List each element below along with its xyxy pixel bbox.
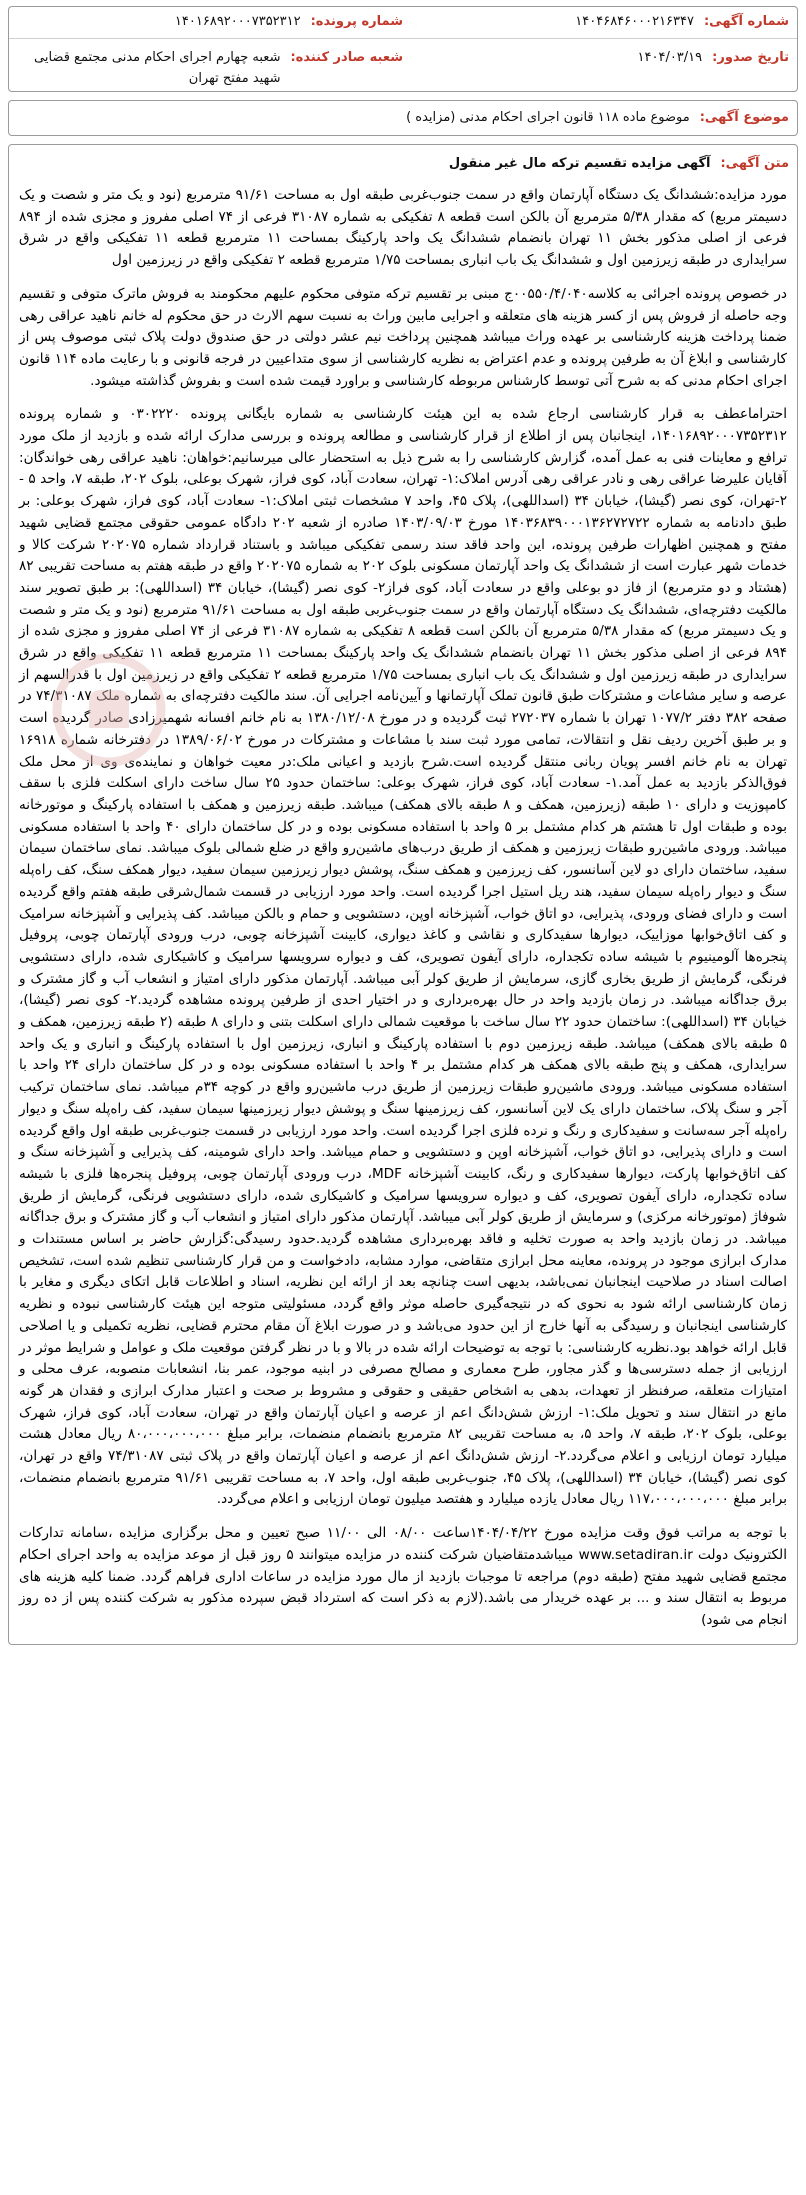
case-number-label: شماره پرونده:: [310, 14, 403, 29]
ad-number-value: ۱۴۰۴۶۸۴۶۰۰۰۲۱۶۳۴۷: [575, 14, 694, 29]
paragraph-auction-time: با توجه به مراتب فوق وقت مزایده مورخ ۱۴۰۴/۰۴/۲۲ساعت ۰۸/۰۰ الی ۱۱/۰۰ صبح تعیین و محل برگزاری مزایده ،سامانه تدارکات الکترونیک دولت www.setadiran.ir میباشدمتقاضیان شرکت کننده در مزایده میتوانند ۵ روز قبل از موعد مزایده به واحد اجرای احکام مجتمع قضایی شهید مفتح (طبقه دوم) مراجعه تا موجبات بازدید از مال مورد مزایده در ساعات اداری فراهم گردد. ضمنا کلیه هزینه های مربوط به انتقال سند و ... بر عهده خریدار می باشد.(لازم به ذکر است که استرداد قبض سپرده مذکور به شرکت کننده پس از ده روز انجام می شود): [19, 1525, 787, 1628]
issuer-branch-value: شعبه چهارم اجرای احکام مدنی مجتمع قضایی شهید مفتح تهران: [34, 50, 281, 86]
case-number-field: [17, 11, 403, 32]
header-row-2: [9, 43, 797, 91]
subject-value: موضوع ماده ۱۱۸ قانون اجرای احکام مدنی (مزایده ): [406, 110, 690, 125]
subject-panel: [8, 100, 798, 136]
header-row-1: [9, 7, 797, 34]
ad-header-panel: [8, 6, 798, 92]
body-title-row: [9, 145, 797, 179]
watermark-logo-icon: [49, 650, 169, 770]
paragraph-item-description: مورد مزایده:ششدانگ یک دستگاه آپارتمان واقع در سمت جنوب‌غربی طبقه اول به مساحت ۹۱/۶۱ مترمربع (نود و یک متر و شصت و یک دسیمتر مربع) که مقدار ۵/۳۸ مترمربع آن بالکن است قطعه ۸ تفکیکی به شماره ۳۱۰۸۷ فرعی از ۷۴ اصلی مفروز و مجزی شده از ۸۹۴ فرعی از اصلی مذکور بخش ۱۱ تهران بانضمام ششدانگ یک واحد پارکینگ بمساحت ۱۱ مترمربع قطعه ۱۱ تفکیکی واقع در شرق سرایداری در طبقه زیرزمین اول و ششدانگ یک باب انباری بمساحت ۱/۷۵ مترمربع قطعه ۲ تفکیکی واقع در زیرزمین اول: [19, 187, 788, 269]
issue-date-label: تاریخ صدور:: [712, 50, 789, 65]
issue-date-value: ۱۴۰۴/۰۳/۱۹: [637, 50, 703, 65]
case-number-value: ۱۴۰۱۶۸۹۲۰۰۰۷۳۵۲۳۱۲: [174, 14, 301, 29]
body-title: آگهی مزایده تقسیم ترکه مال غیر منقول: [448, 156, 711, 171]
header-divider: [9, 38, 797, 39]
body-label: متن آگهی:: [720, 156, 789, 171]
issue-date-field: [403, 47, 789, 89]
ad-number-label: شماره آگهی:: [703, 14, 789, 29]
issuer-branch-field: [17, 47, 403, 89]
ad-number-field: [403, 11, 789, 32]
paragraph-case-details: در خصوص پرونده اجرائی به کلاسه۰۰۵۵۰/۴/۰۴۰ج مبنی بر تقسیم ترکه متوفی محکوم علیهم محکومند به فروش ماترک متوفی و تقسیم وجه حاصله از فروش پس از کسر هزینه های متعلقه و اجرایی مابین وراث به نسبت سهم الارث در حق محکوم له خانم ناهید عراقی رهی ضمنا پرداخت هزینه کارشناسی بر عهده وراث میباشد همچنین پرداخت نیم عشر دولتی در حق صندوق دولت پلاک ثبتی موصوف پس از کارشناسی و ابلاغ آن به طرفین پرونده و عدم اعتراض به نظریه کارشناسی از سوی متداعیین در فرجه قانونی و با رعایت ماده ۱۱۴ قانون اجرای احکام مدنی که به شرح آتی توسط کارشناس مربوطه کارشناسی و براورد قیمت شده است و بفروش گذاشته میشود.: [19, 285, 788, 389]
issuer-branch-label: شعبه صادر کننده:: [290, 50, 403, 65]
paragraph-expert-report: احتراما‌عطف به قرار کارشناسی ارجاع شده به این هیئت کارشناسی به شماره بایگانی پرونده ۰۳۰۲۲۲۰ و شماره پرونده ۱۴۰۱۶۸۹۲۰۰۰۷۳۵۲۳۱۲، اینجانبان پس از اطلاع از قرار کارشناسی و مطالعه پرونده و بررسی مدارک ارائه شده و بازدید از ملک مورد ترافع و معاینات فنی به عمل آمده، گزارش کارشناسی را به شرح ذیل به استحضار عالی میرسانیم:خواهان: ناهید عراقی رهی خواندگان: آقایان علیرضا عراقی رهی و نادر عراقی رهی آدرس املاک:۱- تهران، سعادت آباد، کوی فراز، شهرک بوعلی، بلوک ۲۰۲، طبقه ۷، واحد ۵ - ۲-تهران، کوی نصر (گیشا)، خیابان ۳۴ (اسداللهی)، پلاک ۴۵، واحد ۷ مشخصات ثبتی املاک:۱- سعادت آباد، کوی فراز، شهرک بوعلی: بر طبق دادنامه به شماره ۱۴۰۳۶۸۳۹۰۰۰۱۳۶۲۷۲۷۲۲ مورخ ۱۴۰۳/۰۹/۰۳ صادره از شعبه ۲۰۲ دادگاه عمومی حقوقی مجتمع قضایی شهید مفتح و همچنین اظهارات طرفین پرونده، این واحد فاقد سند رسمی تفکیکی میباشد و باستناد قرارداد شماره ۲۰۲۰۷۵ شرکت کالا و خدمات شهر عبارت است از ششدانگ یک واحد آپارتمان مسکونی بلوک ۲۰۲ به شماره ۲۰۲۰۷۵ واقع در طبقه هفتم به مساحت تقریبی ۸۲ (هشتاد و دو مترمربع) از فاز دو بوعلی واقع در سعادت آباد، کوی فراز۲- کوی نصر (گیشا)، خیابان ۳۴ (اسداللهی): بر طبق تصویر سند مالکیت دفترچه‌ای، ششدانگ یک دستگاه آپارتمان واقع در سمت جنوب‌غربی طبقه اول به مساحت ۹۱/۶۱ مترمربع (نود و یک متر و شصت و یک دسیمتر مربع) که مقدار ۵/۳۸ مترمربع آن بالکن است قطعه ۸ تفکیکی به شماره ۳۱۰۸۷ فرعی از ۷۴ اصلی مفروز و مجزی شده از ۸۹۴ فرعی از اصلی مذکور بخش ۱۱ تهران بانضمام ششدانگ یک واحد پارکینگ بمساحت ۱۱ مترمربع قطعه ۱۱ تفکیکی واقع در شرق سرایداری در طبقه زیرزمین اول و ششدانگ یک باب انباری بمساحت ۱/۷۵ مترمربع قطعه ۲ تفکیکی واقع در زیرزمین اول با قدرالسهم از عرصه و سایر مشاعات و مشترکات طبق قانون تملک آپارتمانها و آیین‌نامه اجرایی آن. سند مالکیت دفترچه‌ای به شماره ملک ۷۴/۳۱۰۸۷ در صفحه ۳۸۲ دفتر ۱۰۷۷/۲ تهران با شماره ۲۷۲۰۳۷ ثبت گردیده و در مورخ ۱۳۸۰/۱۲/۰۸ به نام خانم افسانه شهمیرزادی صادر گردیده است و بر طبق آخرین ردیف نقل و انتقالات، تمامی مورد ثبت سند با مشاعات و مشترکات در مورخ ۱۳۸۹/۰۶/۰۲ در دفترخانه شماره ۱۶۹۱۸ تهران به نام خانم افسر پویان ربانی منتقل گردیده است.شرح بازدید و اعیانی ملک:در معیت خواهان و نماینده‌ی وی از محل ملک فوق‌الذکر بازدید به عمل آمد.۱- سعادت آباد، کوی فراز، شهرک بوعلی: ساختمان حدود ۲۵ سال ساخت دارای اسکلت فلزی با سقف کامپوزیت و دارای ۱۰ طبقه (زیرزمین، همکف و ۸ طبقه بالای همکف) میباشد. طبقه زیرزمین و همکف با استفاده پارکینگ و موتورخانه بوده و طبقات اول تا هشتم هر کدام مشتمل بر ۵ واحد با استفاده مسکونی بوده و در کل ساختمان دارای ۴۰ واحد با استفاده مسکونی میباشد. ورودی ماشین‌رو طبقات زیرزمین و همکف از طریق درب‌های ماشین‌رو واقع در ضلع شمالی بلوک میباشد. نمای ساختمان سیمان سفید، ساختمان دارای دو لاین آسانسور، کف زیرزمین و همکف سنگ، پوشش دیوار زیرزمین سیمان سفید، دیوار همکف سنگ، کف راه‌پله سنگ و دیوار راه‌پله سیمان سفید، هند ریل استیل اجرا گردیده است. واحد مورد ارزیابی در قسمت شمال‌شرقی طبقه هفتم واقع گردیده است و دارای فضای ورودی، پذیرایی، دو اتاق خواب، آشپزخانه اوپن، دستشویی و حمام و بالکن میباشد. کف پذیرایی و آشپزخانه سرامیک و کف اتاق‌خوابها موزاییک، دیوارها سفیدکاری و نقاشی و کاغذ دیواری، کابینت آشپزخانه چوبی، درب ورودی آپارتمان چوبی، پروفیل پنجره‌ها آلومینیوم با شیشه ساده تکجداره، دارای آیفون تصویری، کف و دیواره سرویسها سرامیک و کاشیکاری شده، دارای دستشویی فرنگی، گرمایش از طریق بخاری گازی، سرمایش از طریق کولر آبی میباشد. آپارتمان مذکور دارای امتیاز و انشعاب آب و گاز مشترک و برق جداگانه میباشد. در زمان بازدید واحد در حال بهره‌برداری و در اختیار احدی از طرفین پرونده مشاهده گردید.۲- کوی نصر (گیشا)، خیابان ۳۴ (اسداللهی): ساختمان حدود ۲۲ سال ساخت با موقعیت شمالی دارای اسکلت بتنی و دارای ۸ طبقه (۲ طبقه زیرزمین، همکف و ۵ طبقه بالای همکف) میباشد. طبقه زیرزمین دوم با استفاده پارکینگ و انباری، زیرزمین اول با استفاده پارکینگ و انباری و یک واحد سرایداری، همکف و پنج طبقه بالای همکف هر کدام مشتمل بر ۴ واحد با استفاده مسکونی بوده و در کل ساختمان دارای ۲۴ واحد با استفاده مسکونی میباشد. ورودی ماشین‌رو طبقات زیرزمین از طریق درب ماشین‌رو واقع در کوچه ۳۴م میباشد. نمای ساختمان ترکیب آجر و سنگ پلاک، ساختمان دارای یک لاین آسانسور، کف زیرزمینها سنگ و پوشش دیوار زیرزمینها سیمان سفید، کف راه‌پله سنگ و دیوار راه‌پله آجر سه‌سانت و سفیدکاری و رنگ و نرده فلزی اجرا گردیده است. واحد مورد ارزیابی در قسمت جنوب‌غربی طبقه اول واقع گردیده است و دارای پذیرایی، دو اتاق خواب، آشپزخانه اوپن و دستشویی و حمام میباشد. واحد دارای شومینه، کف پذیرایی و آشپزخانه سنگ و کف اتاق‌خوابها پارکت، دیوارها سفیدکاری و رنگ، کابینت آشپزخانه MDF، درب ورودی آپارتمان چوبی، پروفیل پنجره‌ها فلزی با شیشه ساده تکجداره، دارای آیفون تصویری، کف و دیواره سرویسها سرامیک و کاشیکاری شده، دارای دستشویی فرنگی، گرمایش از طریق شوفاژ (موتورخانه مرکزی) و سرمایش از طریق کولر آبی میباشد. آپارتمان مذکور دارای امتیاز و انشعاب آب و گاز مشترک و برق جداگانه میباشد. در زمان بازدید واحد به صورت تخلیه و فاقد بهره‌برداری مشاهده گردید.حدود رسیدگی:گزارش حاضر بر اساس مستندات و مدارک ابرازی موجود در پرونده، معاینه محل ابرازی متقاضی، موارد مشابه، دادخواست و من قرار کارشناسی تنظیم شده است، تشخیص اصالت اسناد در صلاحیت اینجانبان نمی‌باشد، بدیهی است چنانچه بعد از ارائه این نظریه، اسناد و اطلاعات قابل اتکای دیگری و مغایر با زمان کارشناسی ارائه شود به نحوی که در نتیجه‌گیری حاصله موثر واقع گردد، مسئولیتی متوجه این هیئت کارشناسی نبوده و نظریه کارشناسی اینجانبان و رسیدگی به آنها خارج از این حدود می‌باشد و در صورت ابلاغ آن مقام محترم قضایی، نظریه تکمیلی و یا اصلاحی قابل ارائه خواهد بود.نظریه کارشناسی: با توجه به توضیحات ارائه شده در بالا و با در نظر گرفتن موقعیت ملک و عوامل و شرایط موثر در ارزیابی از جمله دسترسی‌ها و گذر مجاور، طرح معماری و مصالح مصرفی در ابنیه موجود، عمر بنا، انشعابات منصوبه، عرف محلی و امتیازات متعلقه، صرفنظر از تعهدات، بدهی به اشخاص حقیقی و حقوقی و مشروط بر صحت و اعتبار مدارک ابرازی و فقدان هر گونه مانع در انتقال سند و تحویل ملک:۱- ارزش شش‌دانگ اعم از عرصه و اعیان آپارتمان واقع در تهران، سعادت آباد، کوی فراز، شهرک بوعلی، بلوک ۲۰۲، طبقه ۷، واحد ۵، به مساحت تقریبی ۸۲ مترمربع بانضمام منضمات، برابر مبلغ ۸۰،۰۰۰،۰۰۰،۰۰۰ ریال معادل هشت میلیارد تومان ارزیابی و اعلام می‌گردد.۲- ارزش شش‌دانگ اعم از عرصه و اعیان آپارتمان واقع در پلاک ثبتی ۷۴/۳۱۰۸۷ واقع در تهران، کوی نصر (گیشا)، خیابان ۳۴ (اسداللهی)، پلاک ۴۵، جنوب‌غربی طبقه اول، واحد ۷، به مساحت تقریبی ۹۱/۶۱ مترمربع بانضمام منضمات، برابر مبلغ ۱۱۷،۰۰۰،۰۰۰،۰۰۰ ریال معادل یازده میلیارد و هفتصد میلیون تومان ارزیابی و اعلام می‌گردد.: [19, 406, 788, 1508]
ad-page: [8, 6, 798, 1645]
subject-row: [9, 101, 797, 135]
subject-label: موضوع آگهی:: [699, 110, 789, 125]
ad-body-panel: [8, 144, 798, 1645]
